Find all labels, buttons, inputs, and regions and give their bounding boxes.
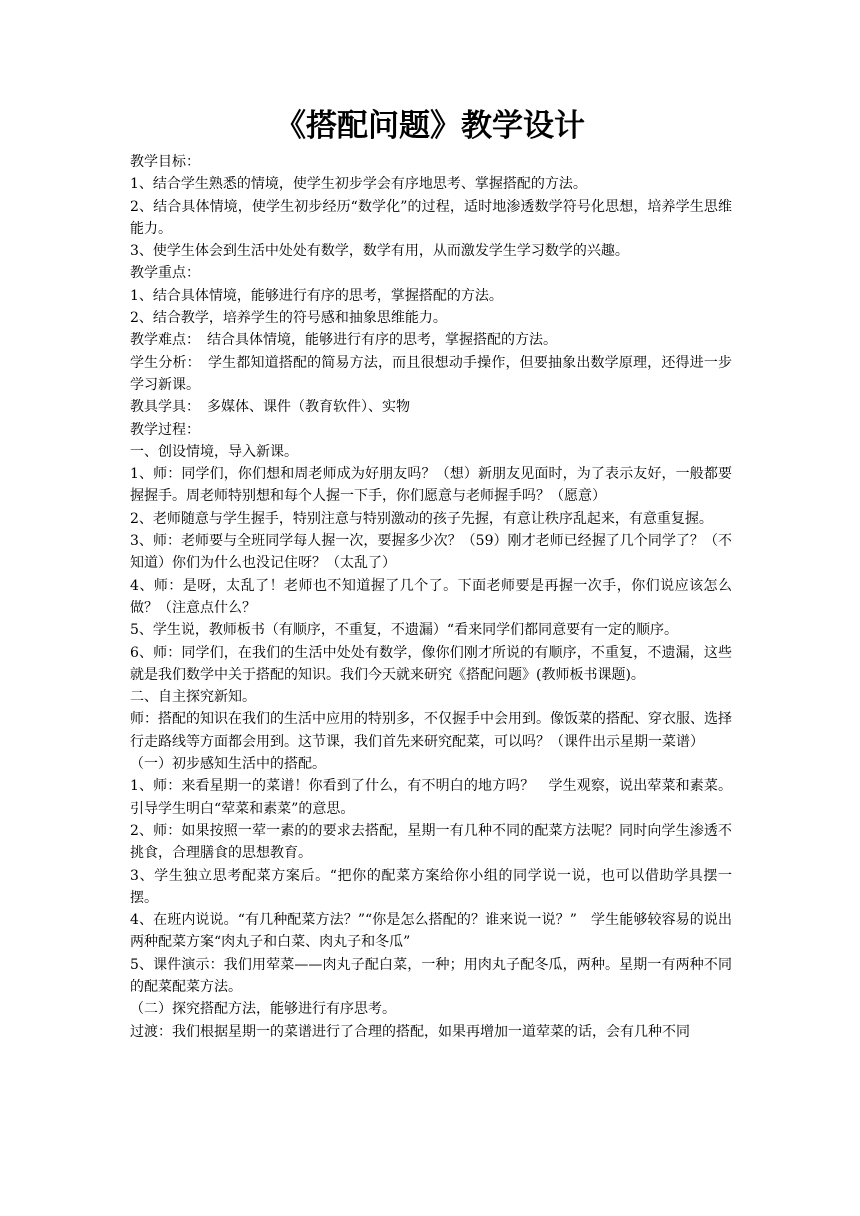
paragraph: 2、结合教学，培养学生的符号感和抽象思维能力。: [130, 310, 447, 327]
document-title: 《搭配问题》教学设计: [275, 108, 585, 144]
paragraph: 3、师：老师要与全班同学每人握一次，要握多少次？（59）刚才老师已经握了几个同学了？（不知道）你们为什么也没记住呀？（太乱了）: [130, 533, 732, 572]
section-heading-key-points: 教学重点：: [130, 265, 200, 282]
paragraph: 2、老师随意与学生握手，特别注意与特别激动的孩子先握，有意让秩序乱起来，有意重复握。: [130, 510, 713, 527]
paragraph: 5、课件演示：我们用荤菜——肉丸子配白菜，一种；用肉丸子配冬瓜，两种。星期一有两种不同的配菜配菜方法。: [130, 956, 732, 995]
paragraph-student-analysis: 学生分析： 学生都知道搭配的简易方法，而且很想动手操作，但要抽象出数学原理，还得进一步学习新课。: [130, 354, 732, 393]
section-heading-process: 教学过程：: [130, 421, 200, 438]
paragraph: 6、师：同学们，在我们的生活中处处有数学，像你们刚才所说的有顺序，不重复，不遗漏，这些就是我们数学中关于搭配的知识。我们今天就来研究《搭配问题》(教师板书课题)。: [130, 644, 732, 683]
document-body: [130, 151, 732, 1043]
paragraph: 1、师：来看星期一的菜谱！你看到了什么，有不明白的地方吗？ 学生观察，说出荤菜和素菜。引导学生明白“荤菜和素菜”的意思。: [130, 778, 732, 817]
paragraph-teaching-aids: 教具学具： 多媒体、课件（教育软件）、实物: [130, 399, 410, 416]
subsection-heading: 二、自主探究新知。: [130, 689, 256, 706]
subsection-heading: （一）初步感知生活中的搭配。: [130, 756, 326, 773]
paragraph: 2、结合具体情境，使学生初步经历“数学化”的过程，适时地渗透数学符号化思想，培养学生思维能力。: [130, 198, 732, 237]
paragraph: 师：搭配的知识在我们的生活中应用的特别多，不仅握手中会用到。像饭菜的搭配、穿衣服、选择行走路线等方面都会用到。这节课，我们首先来研究配菜，可以吗？（课件出示星期一菜谱）: [130, 711, 732, 750]
section-heading-goals: 教学目标：: [130, 154, 200, 170]
subsection-heading: （二）探究搭配方法，能够进行有序思考。: [130, 1001, 396, 1018]
paragraph: 1、结合学生熟悉的情境，使学生初步学会有序地思考、掌握搭配的方法。: [130, 176, 587, 193]
paragraph: 4、在班内说说。“有几种配菜方法？”“你是怎么搭配的？谁来说一说？” 学生能够较容易的说出两种配菜方案“肉丸子和白菜、肉丸子和冬瓜”: [130, 912, 732, 951]
paragraph: 2、师：如果按照一荤一素的的要求去搭配，星期一有几种不同的配菜方法呢？同时向学生渗透不挑食，合理膳食的思想教育。: [130, 822, 732, 862]
paragraph: 4、师：是呀，太乱了！老师也不知道握了几个了。下面老师要是再握一次手，你们说应该怎么做？（注意点什么？: [130, 577, 732, 616]
paragraph-difficulties: 教学难点： 结合具体情境，能够进行有序的思考，掌握搭配的方法。: [130, 332, 557, 349]
paragraph: 过渡：我们根据星期一的菜谱进行了合理的搭配，如果再增加一道荤菜的话，会有几种不同: [130, 1023, 690, 1040]
paragraph: 3、使学生体会到生活中处处有数学，数学有用，从而激发学生学习数学的兴趣。: [130, 243, 629, 260]
paragraph: 5、学生说，教师板书（有顺序，不重复，不遗漏）“看来同学们都同意要有一定的顺序。: [130, 622, 679, 639]
paragraph: 1、结合具体情境，能够进行有序的思考，掌握搭配的方法。: [130, 287, 503, 304]
paragraph: 1、师：同学们，你们想和周老师成为好朋友吗？（想）新朋友见面时，为了表示友好，一般都要握握手。周老师特别想和每个人握一下手，你们愿意与老师握手吗？（愿意）: [130, 466, 732, 505]
paragraph: 3、学生独立思考配菜方案后。“把你的配菜方案给你小组的同学说一说，也可以借助学具摆一摆。: [130, 867, 732, 906]
subsection-heading: 一、创设情境，导入新课。: [130, 443, 298, 460]
